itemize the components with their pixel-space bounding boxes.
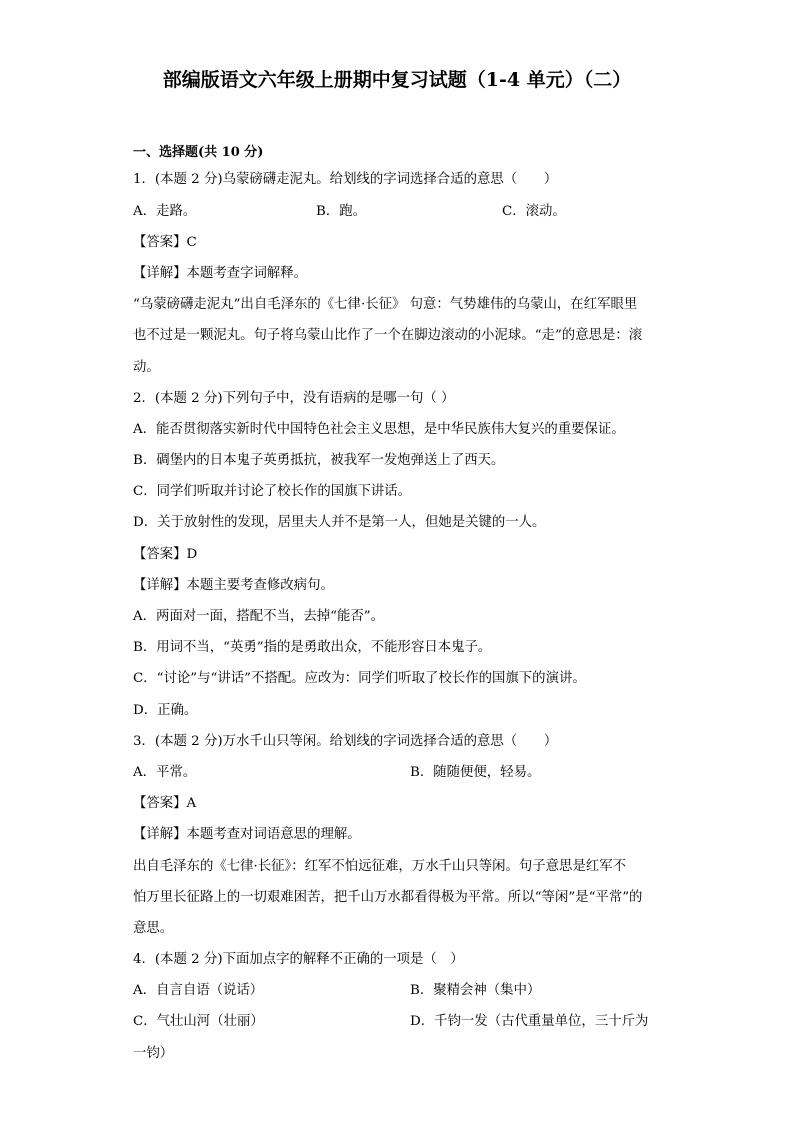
question-2-explanation-line: B．用词不当，“英勇”指的是勇敢出众，不能形容日本鬼子。: [133, 640, 492, 656]
question-3-explanation-line: 意思。: [133, 920, 174, 936]
question-2-explanation-line: D．正确。: [133, 702, 198, 718]
question-3-detail: 【详解】本题考查对词语意思的理解。: [133, 827, 361, 843]
question-2-detail: 【详解】本题主要考查修改病句。: [133, 577, 334, 593]
question-4-options-row-1: [133, 975, 693, 1006]
question-1-explanation-line: 也不过是一颗泥丸。句子将乌蒙山比作了一个在脚边滚动的小泥球。“走”的意思是：滚: [133, 328, 643, 344]
question-2-option-d: D．关于放射性的发现，居里夫人并不是第一人，但她是关键的一人。: [133, 515, 546, 531]
question-3-explanation-line: 出自毛泽东的《七律·长征》：红军不怕远征难，万水千山只等闲。句子意思是红军不: [133, 858, 627, 874]
question-4-option-b: B．聚精会神（集中）: [410, 983, 541, 999]
question-2-explanation-line: A．两面对一面，搭配不当，去掉“能否”。: [133, 609, 385, 625]
question-1-stem: 1．(本题 2 分)乌蒙磅礴走泥丸。给划线的字词选择合适的意思（ ）: [133, 172, 558, 188]
question-3-options: [133, 757, 693, 788]
question-1-explanation-line: 动。: [133, 359, 160, 375]
question-2-option-a: A．能否贯彻落实新时代中国特色社会主义思想，是中华民族伟大复兴的重要保证。: [133, 421, 625, 437]
question-2-stem: 2．(本题 2 分)下列句子中，没有语病的是哪一句（ ）: [133, 390, 455, 406]
question-2-explanation-line: C．“讨论”与“讲话”不搭配。应改为：同学们听取了校长作的国旗下的演讲。: [133, 671, 586, 687]
question-1-option-c: C．滚动。: [502, 203, 566, 219]
question-3-explanation-line: 怕万里长征路上的一切艰难困苦，把千山万水都看得极为平常。所以“等闲”是“平常”的: [133, 889, 643, 905]
question-2-option-c: C．同学们听取并讨论了校长作的国旗下讲话。: [133, 484, 412, 500]
question-1-detail: 【详解】本题考查字词解释。: [133, 265, 308, 281]
question-3-option-b: B．随随便便，轻易。: [410, 764, 541, 780]
question-4-option-d-continued: 一钧）: [133, 1045, 174, 1061]
question-4-option-d: D．千钧一发（古代重量单位，三十斤为: [410, 1014, 649, 1030]
question-2-answer: 【答案】D: [133, 546, 198, 562]
question-2-option-b: B．碉堡内的日本鬼子英勇抵抗，被我军一发炮弹送上了西天。: [133, 453, 505, 469]
question-4-stem: 4．(本题 2 分)下面加点字的解释不正确的一项是（ ）: [133, 952, 464, 968]
question-4-option-a: A．自言自语（说话）: [133, 983, 264, 999]
question-1-explanation-line: “乌蒙磅礴走泥丸”出自毛泽东的《七律·长征》 句意：气势雄伟的乌蒙山，在红军眼里: [133, 297, 638, 313]
question-1-option-b: B．跑。: [316, 203, 367, 219]
section-heading: 一、选择题(共 10 分): [133, 145, 264, 160]
question-3-option-a: A．平常。: [133, 764, 197, 780]
question-1-options: [133, 196, 693, 227]
question-3-answer: 【答案】A: [133, 796, 197, 812]
page-title: 部编版语文六年级上册期中复习试题（1-4 单元）（二）: [162, 69, 632, 91]
question-3-stem: 3．(本题 2 分)万水千山只等闲。给划线的字词选择合适的意思（ ）: [133, 733, 558, 749]
question-1-option-a: A．走路。: [133, 203, 197, 219]
question-4-options-row-2: [133, 1006, 693, 1037]
question-4-option-c: C．气壮山河（壮丽）: [133, 1014, 264, 1030]
question-1-answer: 【答案】C: [133, 234, 197, 250]
question-list: [133, 164, 693, 1068]
